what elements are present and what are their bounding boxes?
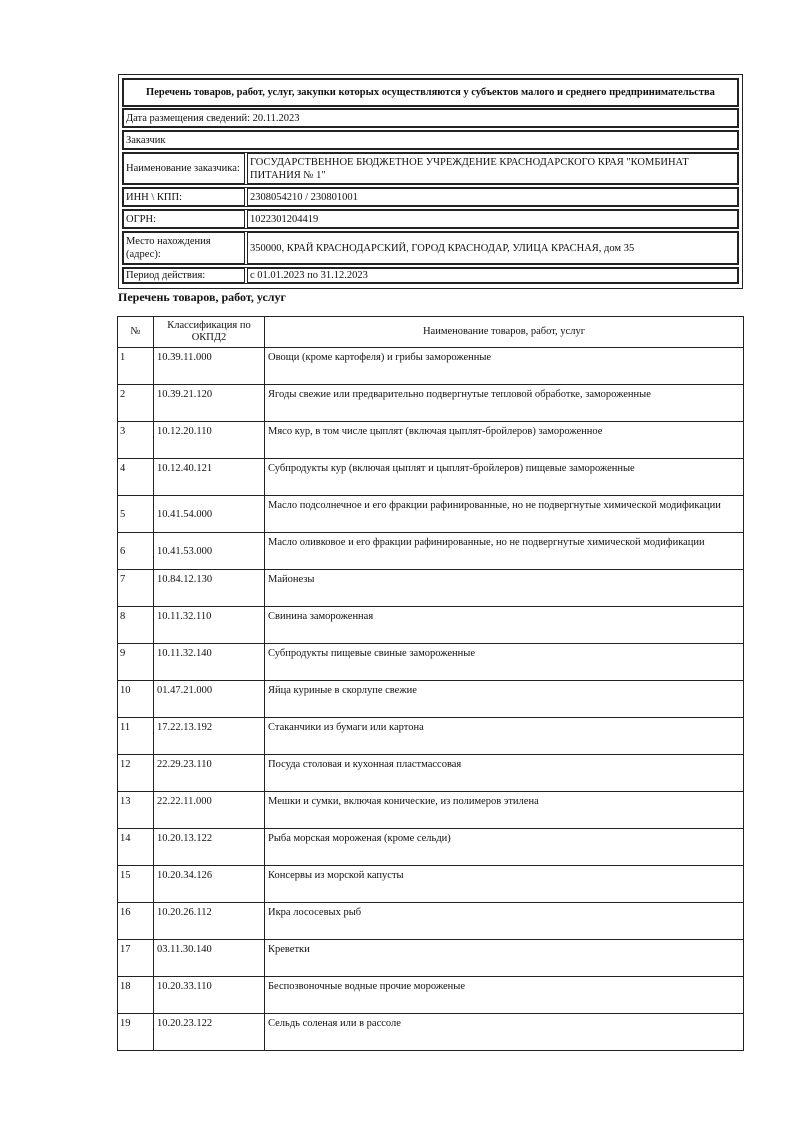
- row-number: 4: [118, 459, 154, 496]
- row-code: 10.12.20.110: [154, 422, 265, 459]
- row-code: 10.41.54.000: [154, 496, 265, 533]
- column-header-name: Наименование товаров, работ, услуг: [265, 317, 744, 348]
- row-name: Овощи (кроме картофеля) и грибы замороженные: [265, 348, 744, 385]
- goods-table: [117, 316, 744, 1051]
- table-row: [118, 977, 744, 1014]
- table-row: [118, 681, 744, 718]
- table-header-row: [118, 317, 744, 348]
- row-code: 10.39.11.000: [154, 348, 265, 385]
- table-row: [118, 348, 744, 385]
- row-name: Беспозвоночные водные прочие мороженые: [265, 977, 744, 1014]
- row-code: 22.29.23.110: [154, 755, 265, 792]
- inn-row: [122, 187, 739, 207]
- row-name: Яйца куриные в скорлупе свежие: [265, 681, 744, 718]
- address-label: Место нахождения (адрес):: [123, 232, 245, 264]
- ogrn-row: [122, 209, 739, 229]
- table-row: [118, 866, 744, 903]
- table-row: [118, 940, 744, 977]
- address-value: 350000, КРАЙ КРАСНОДАРСКИЙ, ГОРОД КРАСНОДАР, УЛИЦА КРАСНАЯ, дом 35: [247, 232, 738, 264]
- row-code: 10.11.32.110: [154, 607, 265, 644]
- row-name: Мешки и сумки, включая конические, из полимеров этилена: [265, 792, 744, 829]
- row-name: Субпродукты пищевые свиные замороженные: [265, 644, 744, 681]
- table-row: [118, 607, 744, 644]
- table-row: [118, 1014, 744, 1051]
- row-code: 10.41.53.000: [154, 533, 265, 570]
- address-row: [122, 231, 739, 265]
- customer-name-row: [122, 152, 739, 185]
- row-name: Сельдь соленая или в рассоле: [265, 1014, 744, 1051]
- customer-section-row: [122, 130, 739, 150]
- row-name: Стаканчики из бумаги или картона: [265, 718, 744, 755]
- row-number: 18: [118, 977, 154, 1014]
- row-code: 10.20.13.122: [154, 829, 265, 866]
- table-row: [118, 718, 744, 755]
- row-code: 10.20.23.122: [154, 1014, 265, 1051]
- row-number: 9: [118, 644, 154, 681]
- inn-label: ИНН \ КПП:: [123, 188, 245, 206]
- row-number: 11: [118, 718, 154, 755]
- row-name: Мясо кур, в том числе цыплят (включая цыплят-бройлеров) замороженное: [265, 422, 744, 459]
- row-number: 7: [118, 570, 154, 607]
- row-code: 10.39.21.120: [154, 385, 265, 422]
- table-row: [118, 903, 744, 940]
- table-row: [118, 755, 744, 792]
- ogrn-label: ОГРН:: [123, 210, 245, 228]
- table-row: [118, 570, 744, 607]
- row-code: 10.84.12.130: [154, 570, 265, 607]
- row-name: Свинина замороженная: [265, 607, 744, 644]
- row-code: 10.20.33.110: [154, 977, 265, 1014]
- table-row: [118, 533, 744, 570]
- row-name: Креветки: [265, 940, 744, 977]
- row-name: Икра лососевых рыб: [265, 903, 744, 940]
- inn-value: 2308054210 / 230801001: [247, 188, 738, 206]
- row-code: 10.20.26.112: [154, 903, 265, 940]
- row-number: 5: [118, 496, 154, 533]
- row-number: 10: [118, 681, 154, 718]
- customer-section-label: Заказчик: [123, 131, 738, 149]
- row-name: Масло подсолнечное и его фракции рафинированные, но не подвергнутые химической модификации: [265, 496, 744, 533]
- row-code: 22.22.11.000: [154, 792, 265, 829]
- row-code: 10.12.40.121: [154, 459, 265, 496]
- row-name: Консервы из морской капусты: [265, 866, 744, 903]
- row-name: Рыба морская мороженая (кроме сельди): [265, 829, 744, 866]
- row-name: Посуда столовая и кухонная пластмассовая: [265, 755, 744, 792]
- row-code: 10.20.34.126: [154, 866, 265, 903]
- period-value: с 01.01.2023 по 31.12.2023: [247, 268, 738, 283]
- row-number: 6: [118, 533, 154, 570]
- customer-info-block: [118, 74, 743, 289]
- customer-name-value: ГОСУДАРСТВЕННОЕ БЮДЖЕТНОЕ УЧРЕЖДЕНИЕ КРАСНОДАРСКОГО КРАЯ "КОМБИНАТ ПИТАНИЯ № 1": [247, 153, 738, 184]
- row-code: 03.11.30.140: [154, 940, 265, 977]
- column-header-number: №: [118, 317, 154, 348]
- date-row: [122, 108, 739, 128]
- row-number: 19: [118, 1014, 154, 1051]
- publication-date: Дата размещения сведений: 20.11.2023: [123, 109, 738, 127]
- row-name: Масло оливковое и его фракции рафинированные, но не подвергнутые химической модификации: [265, 533, 744, 570]
- row-name: Ягоды свежие или предварительно подвергнутые тепловой обработке, замороженные: [265, 385, 744, 422]
- row-number: 2: [118, 385, 154, 422]
- row-code: 01.47.21.000: [154, 681, 265, 718]
- row-number: 14: [118, 829, 154, 866]
- customer-name-label: Наименование заказчика:: [123, 153, 245, 184]
- row-number: 13: [118, 792, 154, 829]
- period-row: [122, 267, 739, 284]
- table-row: [118, 792, 744, 829]
- table-row: [118, 496, 744, 533]
- row-code: 17.22.13.192: [154, 718, 265, 755]
- section-title: Перечень товаров, работ, услуг: [118, 290, 286, 304]
- table-row: [118, 644, 744, 681]
- period-label: Период действия:: [123, 268, 245, 283]
- row-number: 17: [118, 940, 154, 977]
- row-number: 15: [118, 866, 154, 903]
- row-name: Майонезы: [265, 570, 744, 607]
- table-row: [118, 422, 744, 459]
- title-row: [122, 78, 739, 107]
- column-header-okpd2: Классификация по ОКПД2: [154, 317, 265, 348]
- table-row: [118, 385, 744, 422]
- row-number: 16: [118, 903, 154, 940]
- ogrn-value: 1022301204419: [247, 210, 738, 228]
- row-name: Субпродукты кур (включая цыплят и цыплят-бройлеров) пищевые замороженные: [265, 459, 744, 496]
- table-row: [118, 459, 744, 496]
- row-number: 1: [118, 348, 154, 385]
- row-code: 10.11.32.140: [154, 644, 265, 681]
- row-number: 12: [118, 755, 154, 792]
- document-title: Перечень товаров, работ, услуг, закупки которых осуществляются у субъектов малого и среднего предпринимательства: [123, 79, 738, 106]
- row-number: 3: [118, 422, 154, 459]
- row-number: 8: [118, 607, 154, 644]
- table-row: [118, 829, 744, 866]
